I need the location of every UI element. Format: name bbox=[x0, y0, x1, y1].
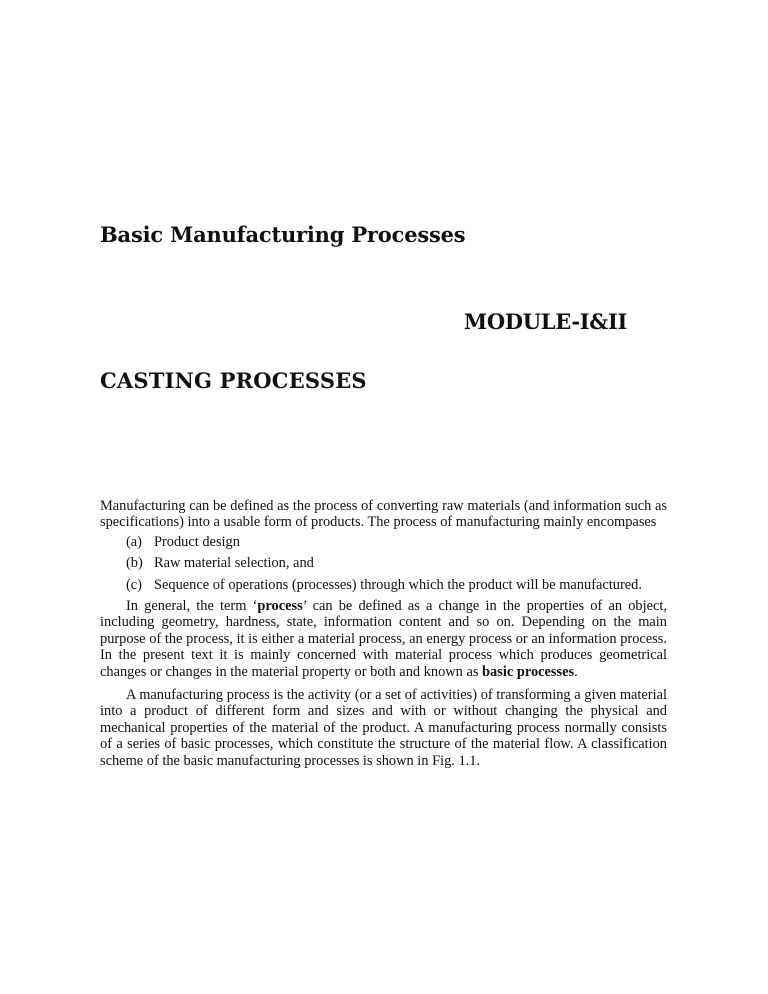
list-item bbox=[100, 577, 667, 593]
paragraph-text: ’ can be defined as a change in the properties of an object, including geometry, hardness, state, information content and so on. Depending on the main purpose of the process, it is either a material process, an energy process or an information process. In the present text it is mainly concerned with material process which produces geometrical changes or changes in the material property or both and known as bbox=[100, 598, 667, 680]
list-marker: (a) bbox=[126, 533, 142, 550]
body-text bbox=[100, 498, 667, 769]
book-title: Basic Manufacturing Processes bbox=[100, 222, 466, 247]
module-label: MODULE-I&II bbox=[463, 309, 627, 334]
paragraph-text: . bbox=[574, 663, 578, 680]
list-item-text: Raw material selection, and bbox=[154, 555, 314, 572]
list-item bbox=[100, 534, 667, 550]
intro-paragraph: Manufacturing can be defined as the process of converting raw materials (and information such as specifications) into a usable form of products. The process of manufacturing mainly encompases bbox=[100, 498, 667, 531]
list-marker: (c) bbox=[126, 576, 142, 593]
list-marker: (b) bbox=[126, 555, 143, 572]
paragraph-gap bbox=[100, 680, 667, 687]
process-definition-paragraph bbox=[100, 598, 667, 680]
list-item bbox=[100, 555, 667, 571]
bold-term-basic-processes: basic processes bbox=[482, 663, 575, 680]
list-item-text: Product design bbox=[154, 533, 240, 550]
paragraph-text: In general, the term ‘ bbox=[126, 598, 258, 615]
chapter-title: CASTING PROCESSES bbox=[100, 368, 367, 393]
process-steps-list bbox=[100, 534, 667, 593]
bold-term-process: process bbox=[257, 598, 303, 615]
list-item-text: Sequence of operations (processes) through which the product will be manufactured. bbox=[154, 576, 642, 593]
manufacturing-process-paragraph: A manufacturing process is the activity (or a set of activities) of transforming a given material into a product of different form and sizes and with or without changing the physical and mechanical properties of the material of the product. A manufacturing process normally consists of a series of basic processes, which constitute the structure of the material flow. A classification scheme of the basic manufacturing processes is shown in Fig. 1.1. bbox=[100, 687, 667, 769]
